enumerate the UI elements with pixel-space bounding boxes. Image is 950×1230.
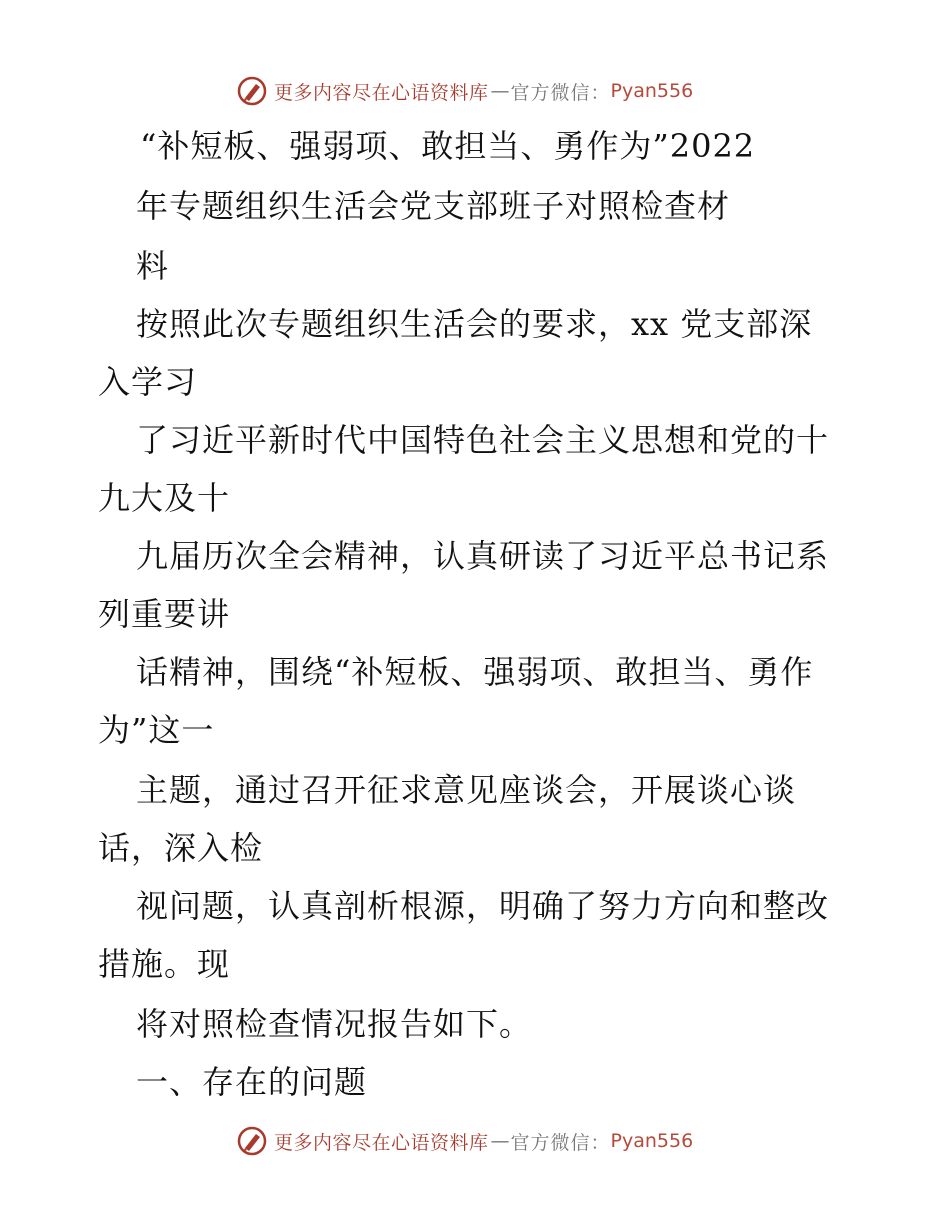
doc-body-line-7: 话精神，围绕“补短板、强弱项、敢担当、勇作: [136, 653, 814, 691]
watermark-text: 更多内容尽在心语资料库: [274, 1131, 489, 1154]
watermark-id: Pyan556: [610, 80, 694, 102]
doc-title-line-1: “补短板、强弱项、敢担当、勇作为”2022: [140, 127, 756, 165]
doc-body-line-1: 按照此次专题组织生活会的要求，xx 党支部深: [136, 305, 813, 343]
doc-body-line-2: 入学习: [98, 363, 198, 401]
pen-logo-icon: [236, 1125, 268, 1157]
doc-body-line-13: 将对照检查情况报告如下。: [136, 1005, 533, 1043]
doc-body-line-11: 视问题，认真剖析根源，明确了努力方向和整改: [136, 887, 830, 925]
watermark-sub: 官方微信：: [510, 1131, 611, 1154]
watermark-separator: —: [490, 80, 509, 102]
doc-body-line-9: 主题，通过召开征求意见座谈会，开展谈心谈: [136, 771, 797, 809]
doc-body-line-3: 了习近平新时代中国特色社会主义思想和党的十: [136, 421, 830, 459]
doc-section-heading: 一、存在的问题: [136, 1063, 368, 1101]
watermark-footer: [236, 1124, 693, 1158]
doc-title-line-3: 料: [136, 247, 170, 285]
doc-title-line-2: 年专题组织生活会党支部班子对照检查材: [136, 187, 731, 225]
pen-logo-icon: [236, 75, 268, 107]
doc-body-line-4: 九大及十: [98, 479, 231, 517]
doc-body-line-12: 措施。现: [98, 945, 231, 983]
watermark-sub: 官方微信：: [510, 81, 611, 104]
watermark-separator: —: [490, 1130, 509, 1152]
watermark-id: Pyan556: [610, 1130, 694, 1152]
doc-body-line-6: 列重要讲: [98, 595, 231, 633]
doc-body-line-5: 九届历次全会精神，认真研读了习近平总书记系: [136, 537, 830, 575]
doc-body-line-10: 话，深入检: [98, 829, 264, 867]
watermark-header: [236, 74, 693, 108]
watermark-text: 更多内容尽在心语资料库: [274, 81, 489, 104]
doc-body-line-8: 为”这一: [98, 711, 215, 749]
